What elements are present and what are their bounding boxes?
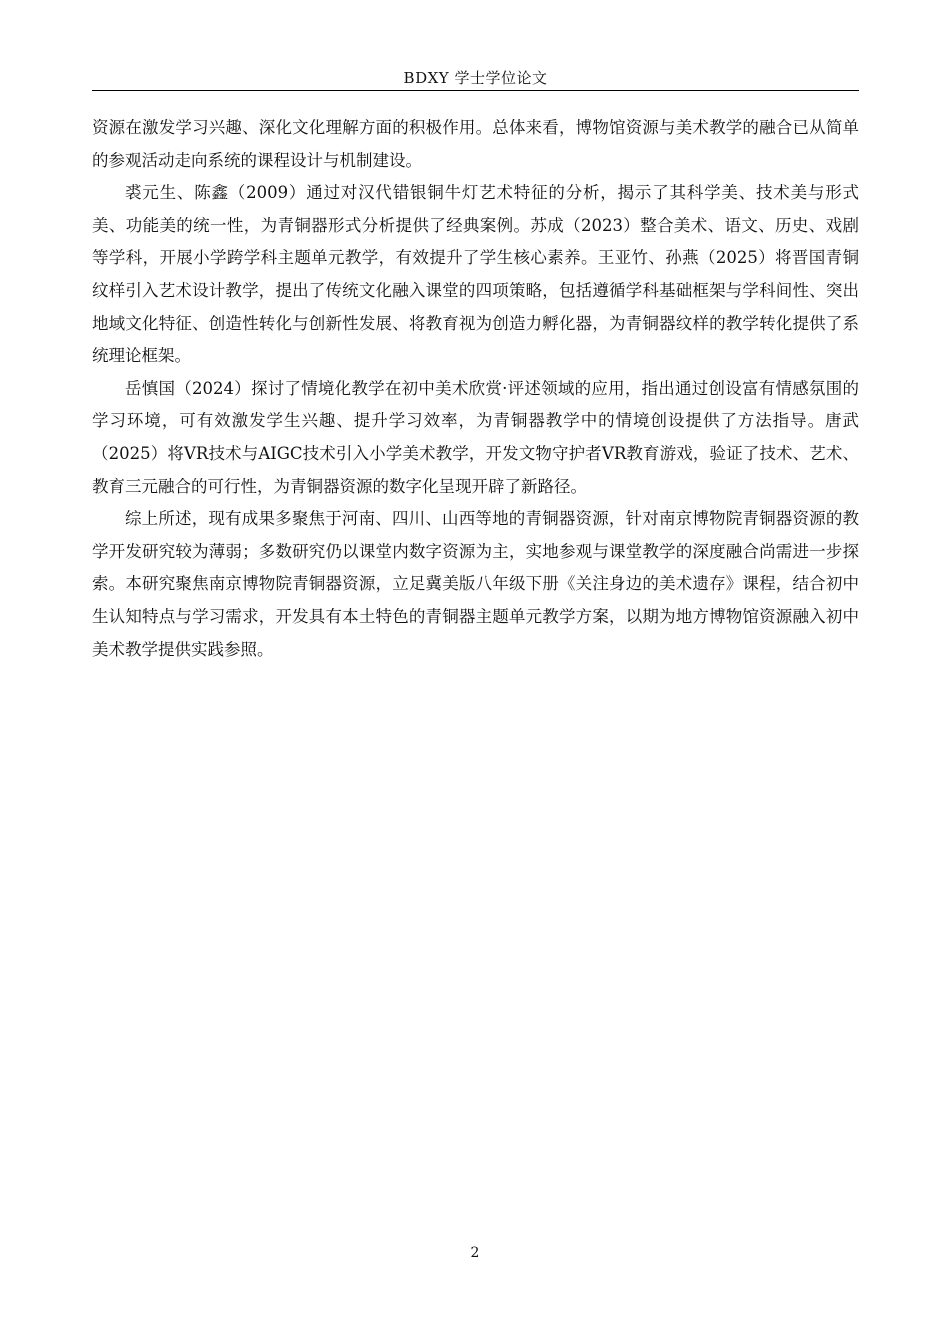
- paragraph-summary: 综上所述，现有成果多聚焦于河南、四川、山西等地的青铜器资源，针对南京博物院青铜器资源的教学开发研究较为薄弱；多数研究仍以课堂内数字资源为主，实地参观与课堂教学的深度融合尚需进一步探索。本研究聚焦南京博物院青铜器资源，立足冀美版八年级下册《关注身边的美术遗存》课程，结合初中生认知特点与学习需求，开发具有本土特色的青铜器主题单元教学方案，以期为地方博物馆资源融入初中美术教学提供实践参照。: [92, 509, 859, 659]
- body-text: [92, 112, 859, 666]
- header-title: BDXY 学士学位论文: [403, 69, 548, 87]
- paragraph-bronze-research: 裘元生、陈鑫（2009）通过对汉代错银铜牛灯艺术特征的分析，揭示了其科学美、技术美与形式美、功能美的统一性，为青铜器形式分析提供了经典案例。苏成（2023）整合美术、语文、历史、戏剧等学科，开展小学跨学科主题单元教学，有效提升了学生核心素养。王亚竹、孙燕（2025）将晋国青铜纹样引入艺术设计教学，提出了传统文化融入课堂的四项策略，包括遵循学科基础框架与学科间性、突出地域文化特征、创造性转化与创新性发展、将教育视为创造力孵化器，为青铜器纹样的教学转化提供了系统理论框架。: [92, 183, 859, 366]
- page-number: 2: [470, 1245, 480, 1261]
- page-header: [92, 66, 859, 91]
- paragraph-situational-teaching: 岳慎国（2024）探讨了情境化教学在初中美术欣赏·评述领域的应用，指出通过创设富有情感氛围的学习环境，可有效激发学生兴趣、提升学习效率，为青铜器教学中的情境创设提供了方法指导。唐武（2025）将VR技术与AIGC技术引入小学美术教学，开发文物守护者VR教育游戏，验证了技术、艺术、教育三元融合的可行性，为青铜器资源的数字化呈现开辟了新路径。: [92, 378, 859, 496]
- paragraph-continuation: 资源在激发学习兴趣、深化文化理解方面的积极作用。总体来看，博物馆资源与美术教学的融合已从简单的参观活动走向系统的课程设计与机制建设。: [92, 118, 859, 170]
